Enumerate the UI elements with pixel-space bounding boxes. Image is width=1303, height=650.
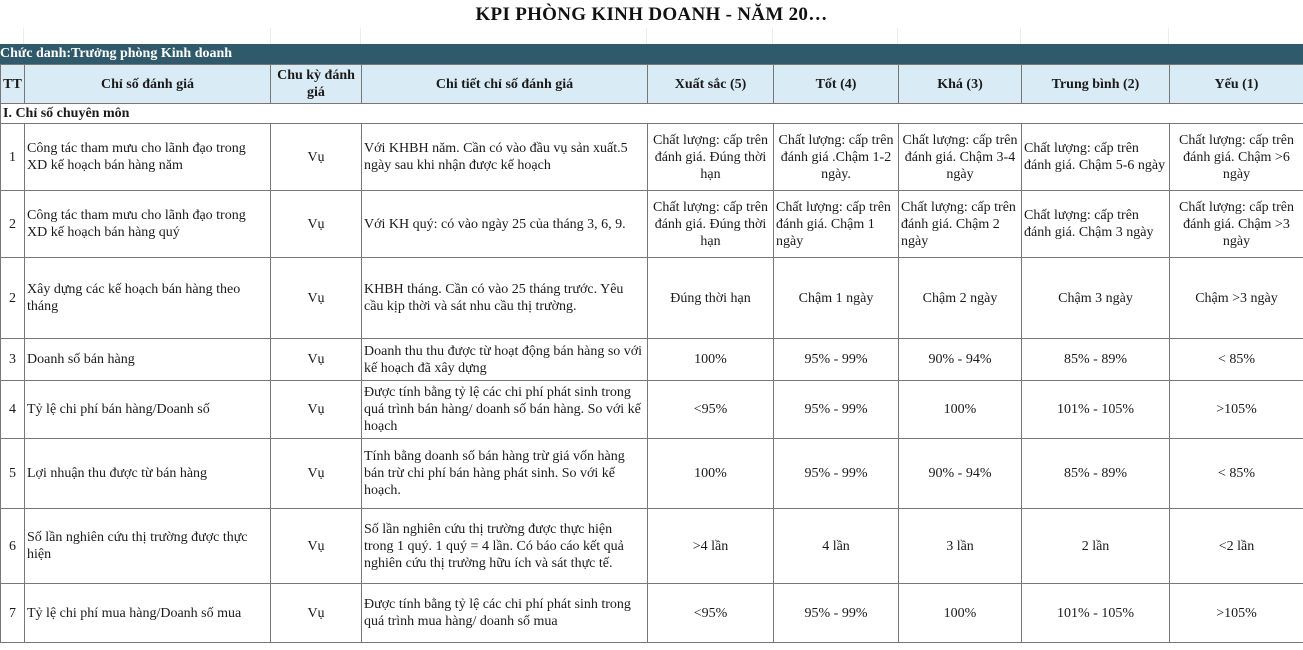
cell-average[interactable]: 85% - 89% xyxy=(1022,339,1170,381)
table-row xyxy=(1,439,1303,509)
cell-cycle[interactable]: Vụ xyxy=(271,584,362,643)
cell-cycle[interactable]: Vụ xyxy=(271,124,362,191)
cell-criteria[interactable]: Công tác tham mưu cho lãnh đạo trong XD kế hoạch bán hàng năm xyxy=(25,124,271,191)
cell-average[interactable]: Chất lượng: cấp trên đánh giá. Chậm 5-6 ngày xyxy=(1022,124,1170,191)
cell-detail[interactable]: Với KH quý: có vào ngày 25 của tháng 3, 6, 9. xyxy=(362,191,648,258)
cell-criteria[interactable]: Tỷ lệ chi phí mua hàng/Doanh số mua xyxy=(25,584,271,643)
cell-detail[interactable]: Được tính bằng tỷ lệ các chi phí phát sinh trong quá trình mua hàng/ doanh số mua xyxy=(362,584,648,643)
cell-fair[interactable]: 90% - 94% xyxy=(899,439,1022,509)
cell-average[interactable]: Chậm 3 ngày xyxy=(1022,258,1170,339)
kpi-table xyxy=(0,64,1303,643)
cell-criteria[interactable]: Lợi nhuận thu được từ bán hàng xyxy=(25,439,271,509)
table-row xyxy=(1,509,1303,584)
cell-fair[interactable]: 100% xyxy=(899,584,1022,643)
header-criteria[interactable]: Chỉ số đánh giá xyxy=(25,65,271,104)
table-row xyxy=(1,584,1303,643)
cell-tt[interactable]: 7 xyxy=(1,584,25,643)
cell-tt[interactable]: 3 xyxy=(1,339,25,381)
cell-excellent[interactable]: Chất lượng: cấp trên đánh giá. Đúng thời hạn xyxy=(648,124,774,191)
cell-weak[interactable]: Chất lượng: cấp trên đánh giá. Chậm >6 ngày xyxy=(1170,124,1303,191)
cell-average[interactable]: 101% - 105% xyxy=(1022,381,1170,439)
cell-cycle[interactable]: Vụ xyxy=(271,509,362,584)
table-row xyxy=(1,191,1303,258)
cell-average[interactable]: Chất lượng: cấp trên đánh giá. Chậm 3 ngày xyxy=(1022,191,1170,258)
position-banner: Chức danh:Trưởng phòng Kinh doanh xyxy=(0,44,1303,64)
table-row xyxy=(1,258,1303,339)
cell-criteria[interactable]: Tỷ lệ chi phí bán hàng/Doanh số xyxy=(25,381,271,439)
table-row xyxy=(1,381,1303,439)
section-title[interactable]: I. Chỉ số chuyên môn xyxy=(1,104,1303,124)
cell-good[interactable]: 95% - 99% xyxy=(774,381,899,439)
cell-cycle[interactable]: Vụ xyxy=(271,439,362,509)
cell-good[interactable]: 95% - 99% xyxy=(774,439,899,509)
cell-fair[interactable]: Chất lượng: cấp trên đánh giá. Chậm 2 ngày xyxy=(899,191,1022,258)
cell-excellent[interactable]: <95% xyxy=(648,381,774,439)
cell-fair[interactable]: 3 lần xyxy=(899,509,1022,584)
cell-detail[interactable]: Với KHBH năm. Cần có vào đầu vụ sản xuất.5 ngày sau khi nhận được kế hoạch xyxy=(362,124,648,191)
cell-detail[interactable]: Số lần nghiên cứu thị trường được thực hiện trong 1 quý. 1 quý = 4 lần. Có báo cáo kết quả nghiên cứu thị trường hữu ích và sát thực tế. xyxy=(362,509,648,584)
cell-tt[interactable]: 6 xyxy=(1,509,25,584)
header-average[interactable]: Trung bình (2) xyxy=(1022,65,1170,104)
cell-tt[interactable]: 5 xyxy=(1,439,25,509)
cell-cycle[interactable]: Vụ xyxy=(271,258,362,339)
cell-average[interactable]: 101% - 105% xyxy=(1022,584,1170,643)
cell-excellent[interactable]: >4 lần xyxy=(648,509,774,584)
table-row xyxy=(1,339,1303,381)
cell-excellent[interactable]: 100% xyxy=(648,339,774,381)
table-row xyxy=(1,124,1303,191)
cell-excellent[interactable]: Chất lượng: cấp trên đánh giá. Đúng thời hạn xyxy=(648,191,774,258)
cell-detail[interactable]: Tính bằng doanh số bán hàng trừ giá vốn hàng bán trừ chi phí bán hàng phát sinh. So với kế hoạch. xyxy=(362,439,648,509)
cell-good[interactable]: 4 lần xyxy=(774,509,899,584)
cell-good[interactable]: 95% - 99% xyxy=(774,339,899,381)
cell-weak[interactable]: < 85% xyxy=(1170,439,1303,509)
cell-detail[interactable]: Doanh thu thu được từ hoạt động bán hàng so với kế hoạch đã xây dựng xyxy=(362,339,648,381)
cell-weak[interactable]: >105% xyxy=(1170,381,1303,439)
cell-tt[interactable]: 2 xyxy=(1,258,25,339)
cell-fair[interactable]: Chất lượng: cấp trên đánh giá. Chậm 3-4 ngày xyxy=(899,124,1022,191)
cell-detail[interactable]: Được tính bằng tỷ lệ các chi phí phát sinh trong quá trình bán hàng/ doanh số bán hàng. So với kế hoạch xyxy=(362,381,648,439)
cell-fair[interactable]: 100% xyxy=(899,381,1022,439)
header-tt[interactable]: TT xyxy=(1,65,25,104)
cell-detail[interactable]: KHBH tháng. Cần có vào 25 tháng trước. Yêu cầu kịp thời và sát nhu cầu thị trường. xyxy=(362,258,648,339)
cell-good[interactable]: Chậm 1 ngày xyxy=(774,258,899,339)
cell-good[interactable]: 95% - 99% xyxy=(774,584,899,643)
cell-tt[interactable]: 4 xyxy=(1,381,25,439)
cell-cycle[interactable]: Vụ xyxy=(271,191,362,258)
cell-weak[interactable]: Chậm >3 ngày xyxy=(1170,258,1303,339)
cell-weak[interactable]: Chất lượng: cấp trên đánh giá. Chậm >3 ngày xyxy=(1170,191,1303,258)
header-fair[interactable]: Khá (3) xyxy=(899,65,1022,104)
cell-excellent[interactable]: 100% xyxy=(648,439,774,509)
cell-criteria[interactable]: Công tác tham mưu cho lãnh đạo trong XD kế hoạch bán hàng quý xyxy=(25,191,271,258)
cell-criteria[interactable]: Số lần nghiên cứu thị trường được thực hiện xyxy=(25,509,271,584)
cell-criteria[interactable]: Doanh số bán hàng xyxy=(25,339,271,381)
cell-average[interactable]: 85% - 89% xyxy=(1022,439,1170,509)
section-row xyxy=(1,104,1303,124)
cell-average[interactable]: 2 lần xyxy=(1022,509,1170,584)
cell-cycle[interactable]: Vụ xyxy=(271,339,362,381)
cell-fair[interactable]: 90% - 94% xyxy=(899,339,1022,381)
header-detail[interactable]: Chi tiết chỉ số đánh giá xyxy=(362,65,648,104)
cell-cycle[interactable]: Vụ xyxy=(271,381,362,439)
header-good[interactable]: Tốt (4) xyxy=(774,65,899,104)
cell-tt[interactable]: 2 xyxy=(1,191,25,258)
cell-criteria[interactable]: Xây dựng các kế hoạch bán hàng theo tháng xyxy=(25,258,271,339)
cell-weak[interactable]: < 85% xyxy=(1170,339,1303,381)
cell-weak[interactable]: <2 lần xyxy=(1170,509,1303,584)
header-row xyxy=(1,65,1303,104)
cell-good[interactable]: Chất lượng: cấp trên đánh giá .Chậm 1-2 ngày. xyxy=(774,124,899,191)
header-weak[interactable]: Yếu (1) xyxy=(1170,65,1303,104)
cell-good[interactable]: Chất lượng: cấp trên đánh giá. Chậm 1 ngày xyxy=(774,191,899,258)
page-title: KPI PHÒNG KINH DOANH - NĂM 20… xyxy=(475,4,828,25)
cell-fair[interactable]: Chậm 2 ngày xyxy=(899,258,1022,339)
cell-weak[interactable]: >105% xyxy=(1170,584,1303,643)
cell-excellent[interactable]: Đúng thời hạn xyxy=(648,258,774,339)
header-excellent[interactable]: Xuất sắc (5) xyxy=(648,65,774,104)
cell-tt[interactable]: 1 xyxy=(1,124,25,191)
header-cycle[interactable]: Chu kỳ đánh giá xyxy=(271,65,362,104)
cell-excellent[interactable]: <95% xyxy=(648,584,774,643)
